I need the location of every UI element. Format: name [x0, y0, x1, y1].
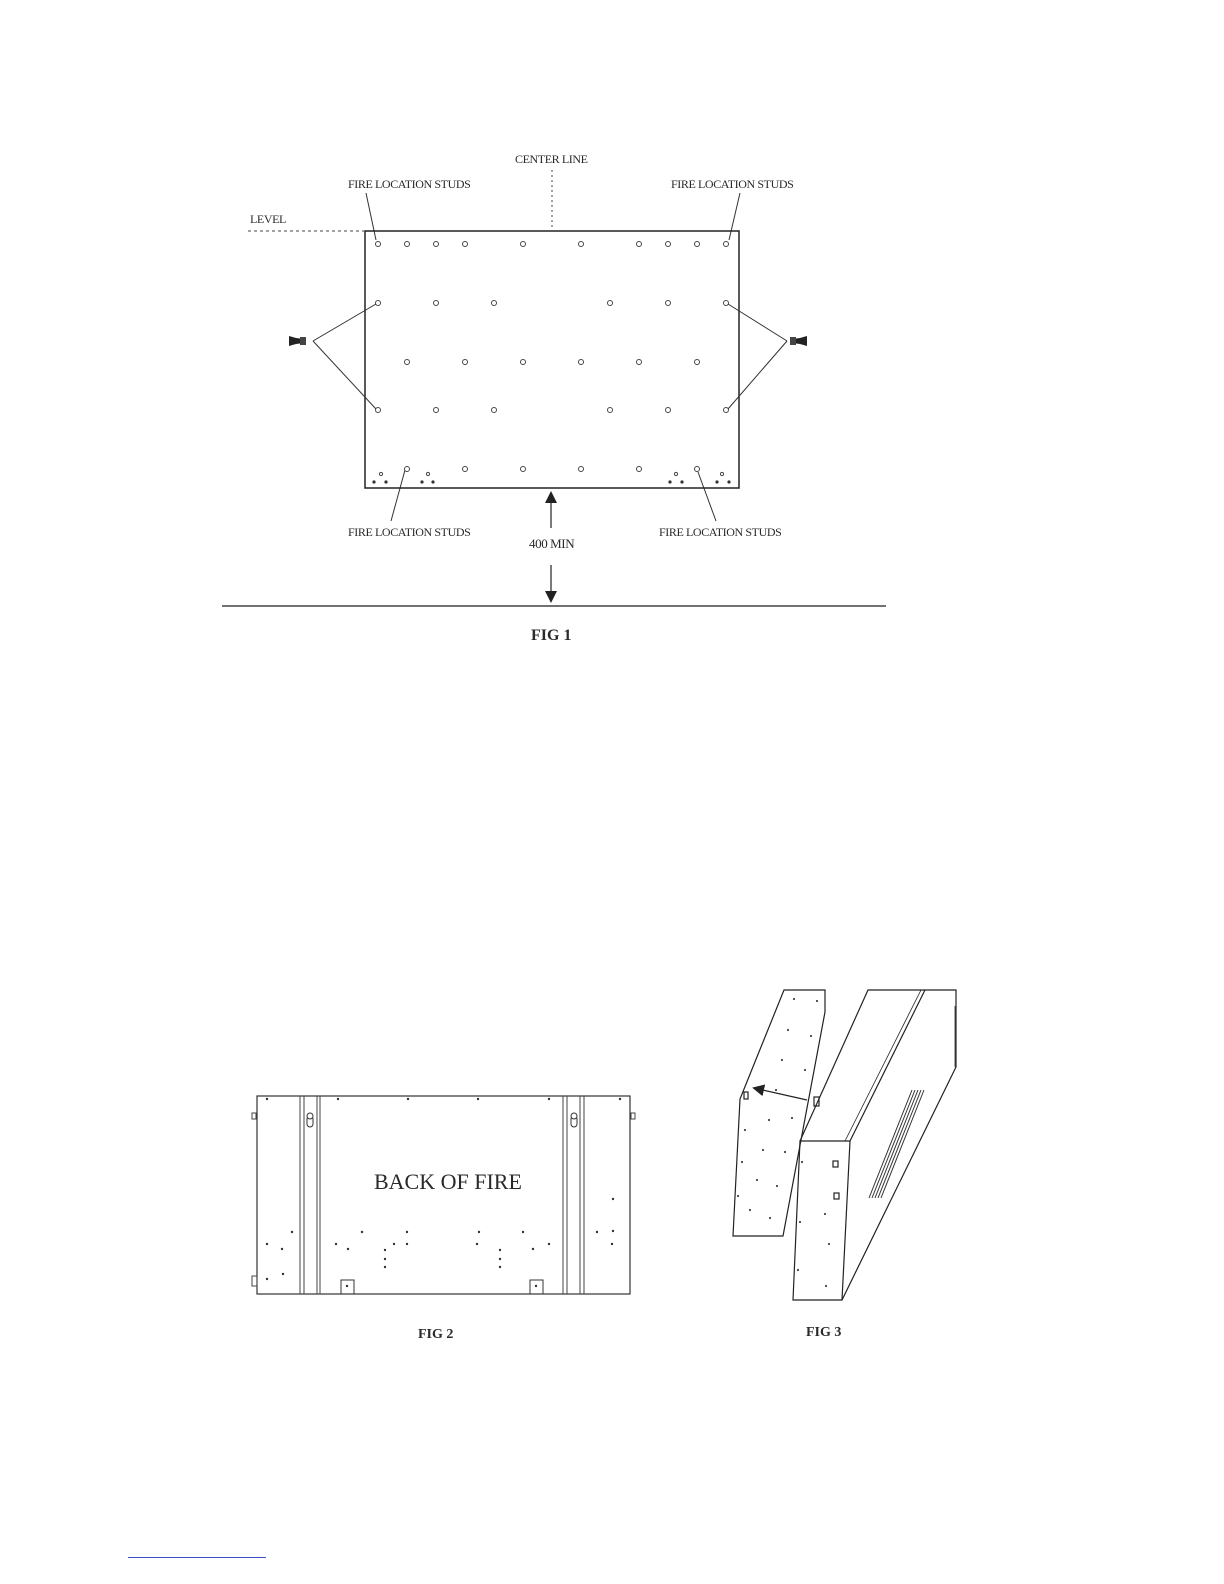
wall-plug-icon	[790, 336, 807, 346]
studs-label-bottom-left: FIRE LOCATION STUDS	[348, 525, 471, 539]
fig3-caption: FIG 3	[806, 1325, 842, 1340]
center-line-label: CENTER LINE	[515, 152, 588, 166]
wall-plug-icon	[289, 336, 306, 346]
studs-label-top-right: FIRE LOCATION STUDS	[671, 177, 794, 191]
attach-arrow	[758, 1089, 807, 1100]
fire-unit-perspective	[793, 990, 956, 1300]
bracket-holes	[376, 242, 729, 476]
fig3-diagram	[733, 990, 956, 1300]
wall-bracket-plate	[365, 231, 739, 488]
wall-bracket-perspective	[733, 990, 825, 1236]
fig1-caption: FIG 1	[531, 627, 572, 644]
fig1-diagram	[222, 152, 886, 644]
fig2-diagram	[252, 1096, 635, 1342]
back-of-fire-label: BACK OF FIRE	[374, 1169, 522, 1194]
level-label: LEVEL	[250, 212, 286, 226]
fig2-caption: FIG 2	[418, 1327, 454, 1342]
studs-label-bottom-right: FIRE LOCATION STUDS	[659, 525, 782, 539]
studs-label-top-left: FIRE LOCATION STUDS	[348, 177, 471, 191]
clearance-label: 400 MIN	[529, 536, 575, 551]
footer-rule	[128, 1557, 266, 1558]
